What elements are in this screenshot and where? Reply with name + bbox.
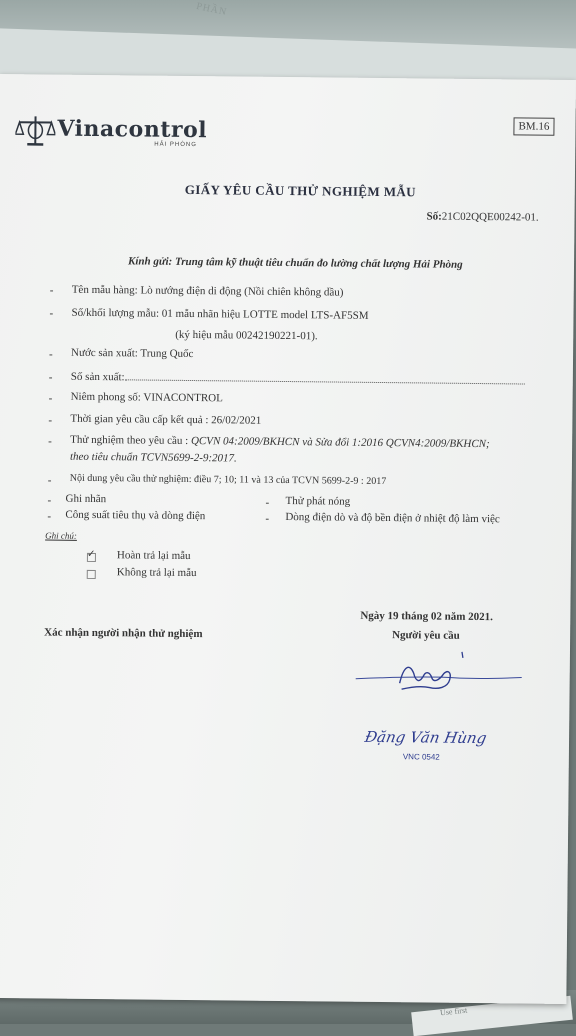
test-requirement-standard-2: theo tiêu chuẩn TCVN5699-2-9:2017. — [70, 451, 237, 465]
background-scrap-text: Use first — [440, 1006, 468, 1018]
sample-code-field: (ký hiệu mẫu 00242190221-01). — [175, 329, 317, 342]
serial-number-blank — [125, 370, 525, 384]
receiver-confirmation-label: Xác nhận người nhận thử nghiệm — [44, 626, 202, 640]
bullet-dash: - — [49, 308, 53, 320]
bullet-dash: - — [49, 372, 53, 384]
test-requirement-field — [70, 434, 490, 450]
checkmark-icon: ✓ — [87, 549, 96, 560]
test-item: Ghi nhãn — [65, 493, 106, 505]
document-page — [0, 74, 576, 1004]
test-content-field: Nội dung yêu cầu thử nghiệm: điều 7; 10; 11 và 13 của TCVN 5699-2-9 : 2017 — [70, 473, 387, 487]
bullet-dash: - — [48, 436, 52, 448]
document-number — [426, 210, 538, 223]
result-time-field: Thời gian yêu cầu cấp kết quả : 26/02/2021 — [70, 413, 261, 427]
addressee-label: Kính gửi: — [128, 255, 172, 267]
bullet-dash: - — [47, 511, 51, 523]
bullet-dash: - — [49, 349, 53, 361]
addressee-line — [128, 255, 463, 271]
serial-number-field — [71, 370, 525, 388]
product-name-field: Tên mẫu hàng: Lò nướng điện di động (Nồi chiên không dầu) — [72, 284, 344, 299]
test-requirement-label: Thử nghiệm theo yêu cầu : — [70, 434, 191, 447]
bullet-dash: - — [265, 513, 269, 525]
test-item: Công suất tiêu thụ và dòng điện — [65, 509, 205, 522]
bullet-dash: - — [49, 393, 53, 405]
test-item: Thử phát nóng — [285, 495, 350, 508]
bullet-dash: - — [47, 495, 51, 507]
form-code-box: BM.16 — [513, 117, 554, 135]
bullet-dash: - — [50, 285, 54, 297]
seal-field: Niêm phong số: VINACONTROL — [71, 391, 223, 405]
origin-field: Nước sản xuất: Trung Quốc — [71, 347, 194, 360]
addressee-value: Trung tâm kỹ thuật tiêu chuẩn đo lường chất lượng Hải Phòng — [175, 256, 463, 271]
document-number-value: 21C02QQE00242-01. — [442, 211, 539, 224]
bullet-dash: - — [48, 415, 52, 427]
serial-number-label: Số sản xuất: — [71, 371, 125, 384]
requester-label: Người yêu cầu — [392, 629, 460, 642]
company-logo-subtitle: HẢI PHÒNG — [154, 142, 197, 148]
test-item: Dòng điện dò và độ bền điện ở nhiệt độ làm việc — [285, 511, 500, 525]
handwritten-signature-icon — [353, 643, 524, 705]
no-return-sample-label: Không trả lại mẫu — [117, 566, 197, 579]
note-title: Ghi chú: — [45, 530, 77, 540]
return-sample-label: Hoàn trả lại mẫu — [117, 549, 191, 562]
stamp-name: Đặng Văn Hùng — [363, 728, 488, 747]
signing-date: Ngày 19 tháng 02 năm 2021. — [360, 610, 493, 623]
stamp-code: VNC 0542 — [403, 752, 440, 761]
company-logo-text: Vinacontrol — [57, 116, 207, 144]
document-number-label: Số: — [426, 210, 441, 222]
background-corner-text: PHẦN — [195, 1, 228, 18]
document-title: GIẤY YÊU CẦU THỬ NGHIỆM MẪU — [185, 182, 416, 200]
sample-quantity-field: Số/khối lượng mẫu: 01 mẫu nhãn hiệu LOTTE model LTS-AF5SM — [71, 307, 368, 322]
test-requirement-standard: QCVN 04:2009/BKHCN và Sửa đổi 1:2016 QCVN4:2009/BKHCN; — [191, 435, 490, 450]
no-return-sample-checkbox[interactable] — [87, 570, 96, 579]
scales-logo-icon — [15, 114, 55, 146]
bullet-dash: - — [48, 475, 52, 487]
bullet-dash: - — [265, 497, 269, 509]
